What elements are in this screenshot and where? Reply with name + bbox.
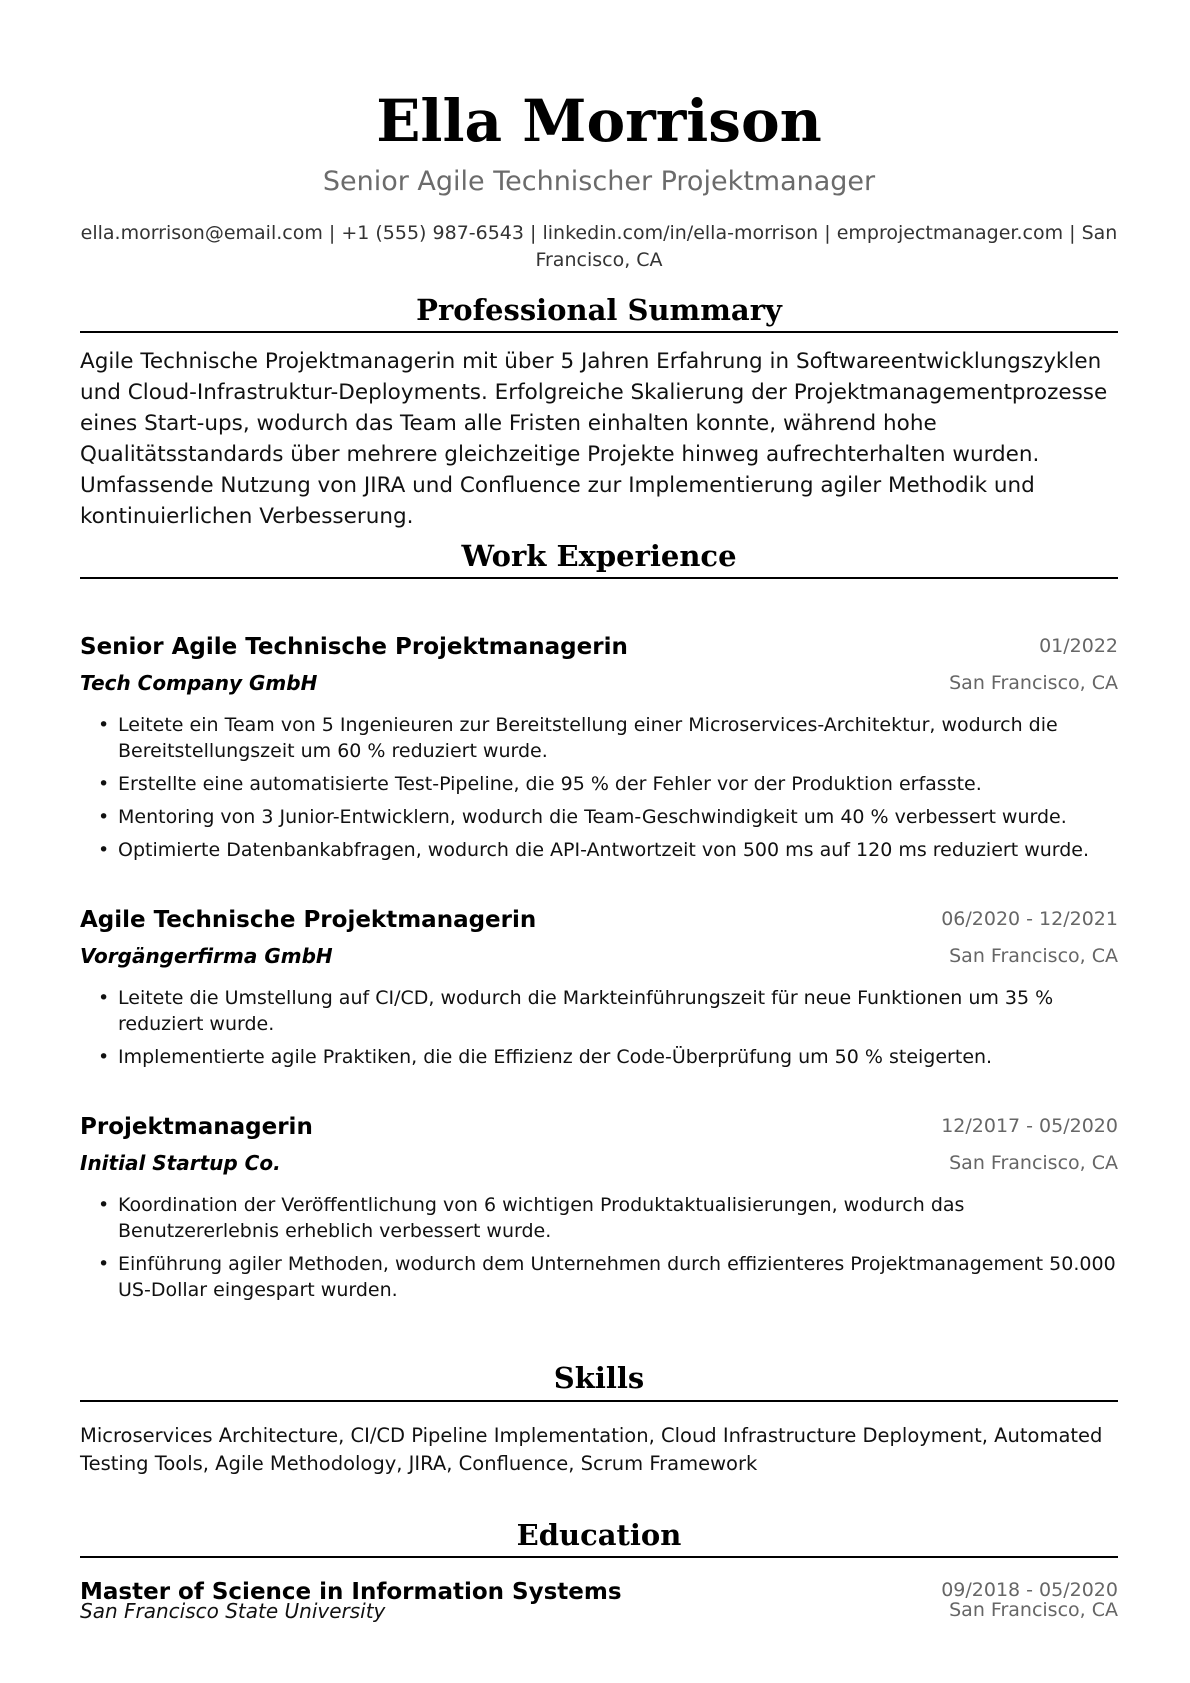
experience-heading: Work Experience [461, 539, 737, 573]
education-school: San Francisco State University [80, 1599, 386, 1623]
summary-heading: Professional Summary [416, 293, 782, 327]
list-item: • Erstellte eine automatisierte Test-Pipeline, die 95 % der Fehler vor der Produktion erfasste. [118, 771, 1118, 797]
list-item: • Implementierte agile Praktiken, die die Effizienz der Code-Überprüfung um 50 % steigerten. [118, 1044, 1118, 1070]
skills-heading: Skills [553, 1361, 645, 1395]
list-item: • Optimierte Datenbankabfragen, wodurch die API-Antwortzeit von 500 ms auf 120 ms reduziert wurde. [118, 837, 1118, 863]
candidate-name: Ella Morrison [376, 87, 822, 155]
job-company: Initial Startup Co. [80, 1151, 281, 1175]
education-location: San Francisco, CA [949, 1599, 1118, 1621]
contact-line: ella.morrison@email.com | +1 (555) 987-6543 | linkedin.com/in/ella-morrison | emprojectmanager.com | San Francisco, CA [80, 222, 1118, 271]
job-title: Projektmanagerin [80, 1114, 313, 1140]
job-title: Senior Agile Technische Projektmanagerin [80, 634, 628, 660]
list-item: • Leitete ein Team von 5 Ingenieuren zur Bereitstellung einer Microservices-Architektur, wodurch die Bereitstellungszeit um 60 % reduziert wurde. [118, 712, 1118, 764]
job-company: Vorgängerfirma GmbH [80, 944, 333, 968]
education-heading: Education [516, 1518, 682, 1552]
list-item: • Einführung agiler Methoden, wodurch dem Unternehmen durch effizienteres Projektmanagement 50.000 US-Dollar eingespart wurden. [118, 1251, 1118, 1303]
education-degree: Master of Science in Information Systems [80, 1579, 622, 1605]
education-divider [80, 1556, 1118, 1558]
summary-text: Agile Technische Projektmanagerin mit über 5 Jahren Erfahrung in Softwareentwicklungszyklen und Cloud-Infrastruktur-Deployments. Erfolgreiche Skalierung der Projektmanagementprozesse eines Start-ups, wodurch das Team alle Fristen einhalten konnte, während hohe Qualitätsstandards über mehrere gleichzeitige Projekte hinweg aufrechterhalten wurden. Umfassende Nutzung von JIRA und Confluence zur Implementierung agiler Methodik und kontinuierlichen Verbesserung. [80, 349, 1108, 529]
job-date: 01/2022 [1039, 635, 1118, 657]
job-title: Agile Technische Projektmanagerin [80, 907, 537, 933]
job-bullets [80, 1192, 1118, 1310]
job-bullets [80, 985, 1118, 1077]
job-location: San Francisco, CA [949, 1152, 1118, 1174]
summary-divider [80, 331, 1118, 333]
education-date: 09/2018 - 05/2020 [941, 1579, 1118, 1601]
job-date: 12/2017 - 05/2020 [941, 1115, 1118, 1137]
list-item: • Koordination der Veröffentlichung von 6 wichtigen Produktaktualisierungen, wodurch das Benutzererlebnis erheblich verbessert wurde. [118, 1192, 1118, 1244]
job-bullets [80, 712, 1118, 870]
list-item: • Leitete die Umstellung auf CI/CD, wodurch die Markteinführungszeit für neue Funktionen um 35 % reduziert wurde. [118, 985, 1118, 1037]
skills-divider [80, 1400, 1118, 1402]
candidate-title: Senior Agile Technischer Projektmanager [322, 166, 876, 197]
skills-text: Microservices Architecture, CI/CD Pipeline Implementation, Cloud Infrastructure Deployment, Automated Testing Tools, Agile Methodology, JIRA, Confluence, Scrum Framework [80, 1424, 1103, 1475]
job-company: Tech Company GmbH [80, 671, 318, 695]
experience-divider [80, 577, 1118, 579]
job-location: San Francisco, CA [949, 672, 1118, 694]
list-item: • Mentoring von 3 Junior-Entwicklern, wodurch die Team-Geschwindigkeit um 40 % verbessert wurde. [118, 804, 1118, 830]
job-date: 06/2020 - 12/2021 [941, 908, 1118, 930]
job-location: San Francisco, CA [949, 945, 1118, 967]
